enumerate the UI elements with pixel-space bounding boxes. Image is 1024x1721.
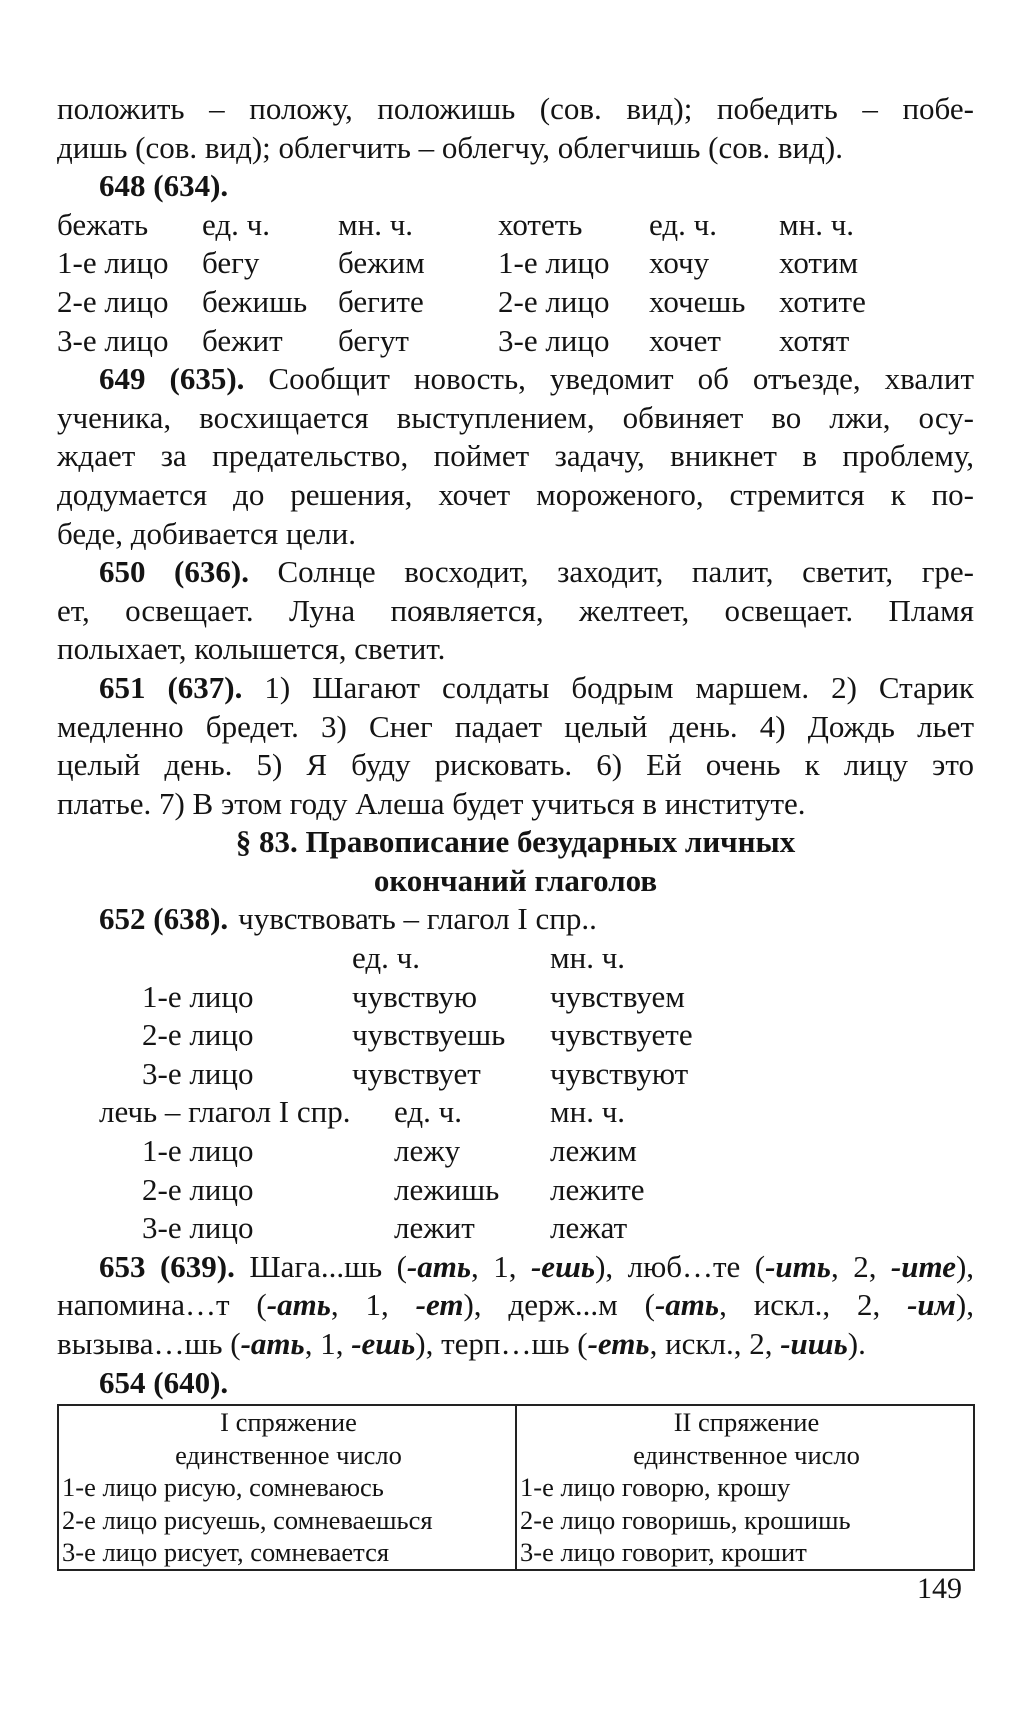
paragraph-line — [57, 1325, 974, 1364]
ending-text: -ешь — [530, 1248, 596, 1284]
exercise-text: Шага...шь ( — [249, 1248, 407, 1284]
ending-text: -ать — [240, 1326, 305, 1361]
exercise-text: , 1, — [304, 1326, 352, 1361]
table-cell: 1-е лицо — [57, 245, 169, 281]
table-cell: лежите — [550, 1171, 645, 1207]
paragraph-line: платье. 7) В этом году Алеша будет учиться в институте. — [57, 785, 806, 821]
exercise-number: 654 (640). — [99, 1364, 229, 1400]
table-cell: 1-е лицо — [142, 1133, 254, 1169]
exercise-text: ), — [955, 1287, 974, 1323]
paragraph-line: додумается до решения, хочет мороженого, стремится к по- — [57, 476, 974, 512]
ending-text: -еть — [587, 1326, 650, 1361]
table-cell: бегу — [202, 245, 260, 281]
table-cell: чувствует — [352, 1055, 481, 1091]
paragraph-line — [57, 669, 974, 708]
paragraph-line: ученика, восхищается выступлением, обвиняет во лжи, осу- — [57, 399, 974, 435]
table-cell: чувствуем — [550, 978, 685, 1014]
table-cell: 1-е лицо — [498, 245, 610, 281]
table-row — [57, 1132, 974, 1171]
table-cell: лежим — [550, 1133, 637, 1169]
table-row — [57, 244, 974, 283]
table-cell: бежать — [57, 206, 149, 242]
table-cell: 3-е лицо — [142, 1055, 254, 1091]
table-cell: хочу — [649, 245, 710, 281]
table-cell: мн. ч. — [550, 940, 626, 976]
exercise-text: лечь – глагол I спр. — [99, 1094, 351, 1130]
ending-text: -ишь — [780, 1326, 848, 1361]
paragraph-line: дишь (сов. вид); облегчить – облегчу, облегчишь (сов. вид). — [57, 129, 843, 165]
table-row — [57, 206, 974, 245]
table-cell: бежим — [338, 245, 425, 281]
exercise-number: 653 (639). — [99, 1248, 235, 1284]
table-row — [57, 978, 974, 1017]
exercise-intro — [57, 900, 974, 939]
exercise-652 — [57, 900, 974, 1247]
ending-text: -ет — [415, 1287, 464, 1323]
table-header-row — [58, 1405, 974, 1439]
table-cell: 1-е лицо говорю, крошу — [516, 1471, 974, 1504]
table-cell: 3-е лицо — [498, 322, 610, 358]
paragraph-line — [57, 1286, 974, 1325]
table-row — [57, 322, 974, 361]
table-cell: мн. ч. — [338, 206, 414, 242]
exercise-text: Сообщит новость, уведомит об отъезде, хвалит — [268, 361, 974, 397]
paragraph-line — [57, 553, 974, 592]
ending-text: -ать — [266, 1287, 331, 1323]
table-row — [57, 1171, 974, 1210]
paragraph-line: медленно бредет. 3) Снег падает целый день. 4) Дождь льет — [57, 708, 974, 744]
paragraph-line — [57, 360, 974, 399]
exercise-text: , 1, — [330, 1287, 416, 1323]
ending-text: -ать — [406, 1248, 472, 1284]
exercise-text: , 2, — [830, 1248, 891, 1284]
table-row — [58, 1504, 974, 1537]
table-cell: чувствуете — [550, 1017, 693, 1053]
exercise-text: вызыва…шь ( — [57, 1326, 241, 1361]
table-cell: бегите — [338, 283, 424, 319]
paragraph-line: полыхает, колышется, светит. — [57, 631, 446, 667]
table-cell: хочет — [649, 322, 721, 358]
exercise-number: 650 (636). — [99, 554, 249, 590]
table-cell: 2-е лицо — [498, 283, 610, 319]
paragraph-line — [57, 1248, 974, 1287]
exercise-text: ), — [955, 1248, 975, 1284]
table-cell: бежишь — [202, 283, 308, 319]
exercise-text: , 1, — [471, 1248, 531, 1284]
table-cell: хотим — [779, 245, 859, 281]
table-cell: ед. ч. — [202, 206, 270, 242]
table-header-cell: I спряжение — [58, 1405, 516, 1439]
table-cell: ед. ч. — [394, 1094, 462, 1130]
table-cell: 2-е лицо — [142, 1017, 254, 1053]
exercise-text: , искл., 2, — [719, 1287, 908, 1323]
table-header-cell: единственное число — [58, 1439, 516, 1472]
table-row — [57, 1093, 974, 1132]
table-cell: 1-е лицо рисую, сомневаюсь — [58, 1471, 516, 1504]
table-cell: 3-е лицо — [57, 322, 169, 358]
ending-text: -ить — [765, 1248, 831, 1284]
table-cell: ед. ч. — [649, 206, 717, 242]
table-cell: хотят — [779, 322, 850, 358]
table-cell: 1-е лицо — [142, 978, 254, 1014]
table-cell: 3-е лицо говорит, крошит — [516, 1536, 974, 1570]
exercise-number: 652 (638). — [99, 901, 229, 937]
table-cell: 2-е лицо рисуешь, сомневаешься — [58, 1504, 516, 1537]
conjugation-table-654 — [57, 1404, 975, 1571]
page-body — [57, 90, 974, 1571]
table-row — [57, 283, 974, 322]
table-cell: лежишь — [394, 1171, 500, 1207]
paragraph-line: ждает за предательство, поймет задачу, вникнет в проблему, — [57, 438, 974, 474]
exercise-number: 649 (635). — [99, 361, 245, 397]
exercise-text: 1) Шагают солдаты бодрым маршем. 2) Старик — [264, 669, 974, 705]
ending-text: -ешь — [351, 1326, 416, 1361]
paragraph-line: ет, освещает. Луна появляется, желтеет, освещает. Пламя — [57, 592, 974, 628]
table-cell: 2-е лицо — [142, 1171, 254, 1207]
exercise-text: ), держ...м ( — [463, 1287, 655, 1323]
exercise-text: , искл., 2, — [649, 1326, 781, 1361]
table-row — [57, 1055, 974, 1094]
page-number: 149 — [917, 1572, 962, 1605]
exercise-text: ), терп…шь ( — [415, 1326, 588, 1361]
table-header-row — [58, 1439, 974, 1472]
table-cell: 2-е лицо — [57, 283, 169, 319]
conjugation-table-648 — [57, 206, 974, 360]
table-cell: бегут — [338, 322, 409, 358]
paragraph-line: положить – положу, положишь (сов. вид); победить – побе- — [57, 91, 974, 126]
exercise-text: напомина…т ( — [57, 1287, 267, 1323]
table-cell: мн. ч. — [779, 206, 855, 242]
table-row — [57, 1209, 974, 1248]
table-cell: чувствуют — [550, 1055, 689, 1091]
table-row — [58, 1536, 974, 1570]
table-cell: мн. ч. — [550, 1094, 626, 1130]
paragraph-line: целый день. 5) Я буду рисковать. 6) Ей очень к лицу это — [57, 747, 974, 783]
exercise-text: чувствовать – глагол I спр.. — [238, 901, 597, 937]
table-cell: лежу — [394, 1133, 461, 1169]
ending-text: -ите — [890, 1248, 956, 1284]
table-row — [57, 939, 974, 978]
table-row — [57, 1016, 974, 1055]
table-row — [58, 1471, 974, 1504]
table-cell: 3-е лицо рисует, сомневается — [58, 1536, 516, 1570]
exercise-text: ). — [847, 1326, 866, 1361]
table-cell: 3-е лицо — [142, 1210, 254, 1246]
table-cell: 2-е лицо говоришь, крошишь — [516, 1504, 974, 1537]
ending-text: -ать — [654, 1287, 720, 1323]
table-cell: лежат — [550, 1210, 628, 1246]
ending-text: -им — [907, 1287, 956, 1323]
table-header-cell: II спряжение — [516, 1405, 974, 1439]
table-cell: лежит — [394, 1210, 475, 1246]
exercise-text: ), люб…те ( — [595, 1248, 766, 1284]
table-cell: бежит — [202, 322, 283, 358]
table-cell: хочешь — [649, 283, 746, 319]
section-heading: окончаний глаголов — [373, 862, 658, 898]
table-cell: чувствуешь — [352, 1017, 506, 1053]
table-cell: чувствую — [352, 978, 478, 1014]
paragraph-line: беде, добивается цели. — [57, 515, 356, 551]
exercise-text: Солнце восходит, заходит, палит, светит, гре- — [277, 554, 974, 590]
section-heading: § 83. Правописание безударных личных — [235, 824, 796, 860]
exercise-number: 651 (637). — [99, 669, 243, 705]
table-header-cell: единственное число — [516, 1439, 974, 1472]
table-cell: ед. ч. — [352, 940, 420, 976]
table-cell: хотите — [779, 283, 866, 319]
exercise-number: 648 (634). — [99, 168, 229, 204]
table-cell: хотеть — [498, 206, 583, 242]
